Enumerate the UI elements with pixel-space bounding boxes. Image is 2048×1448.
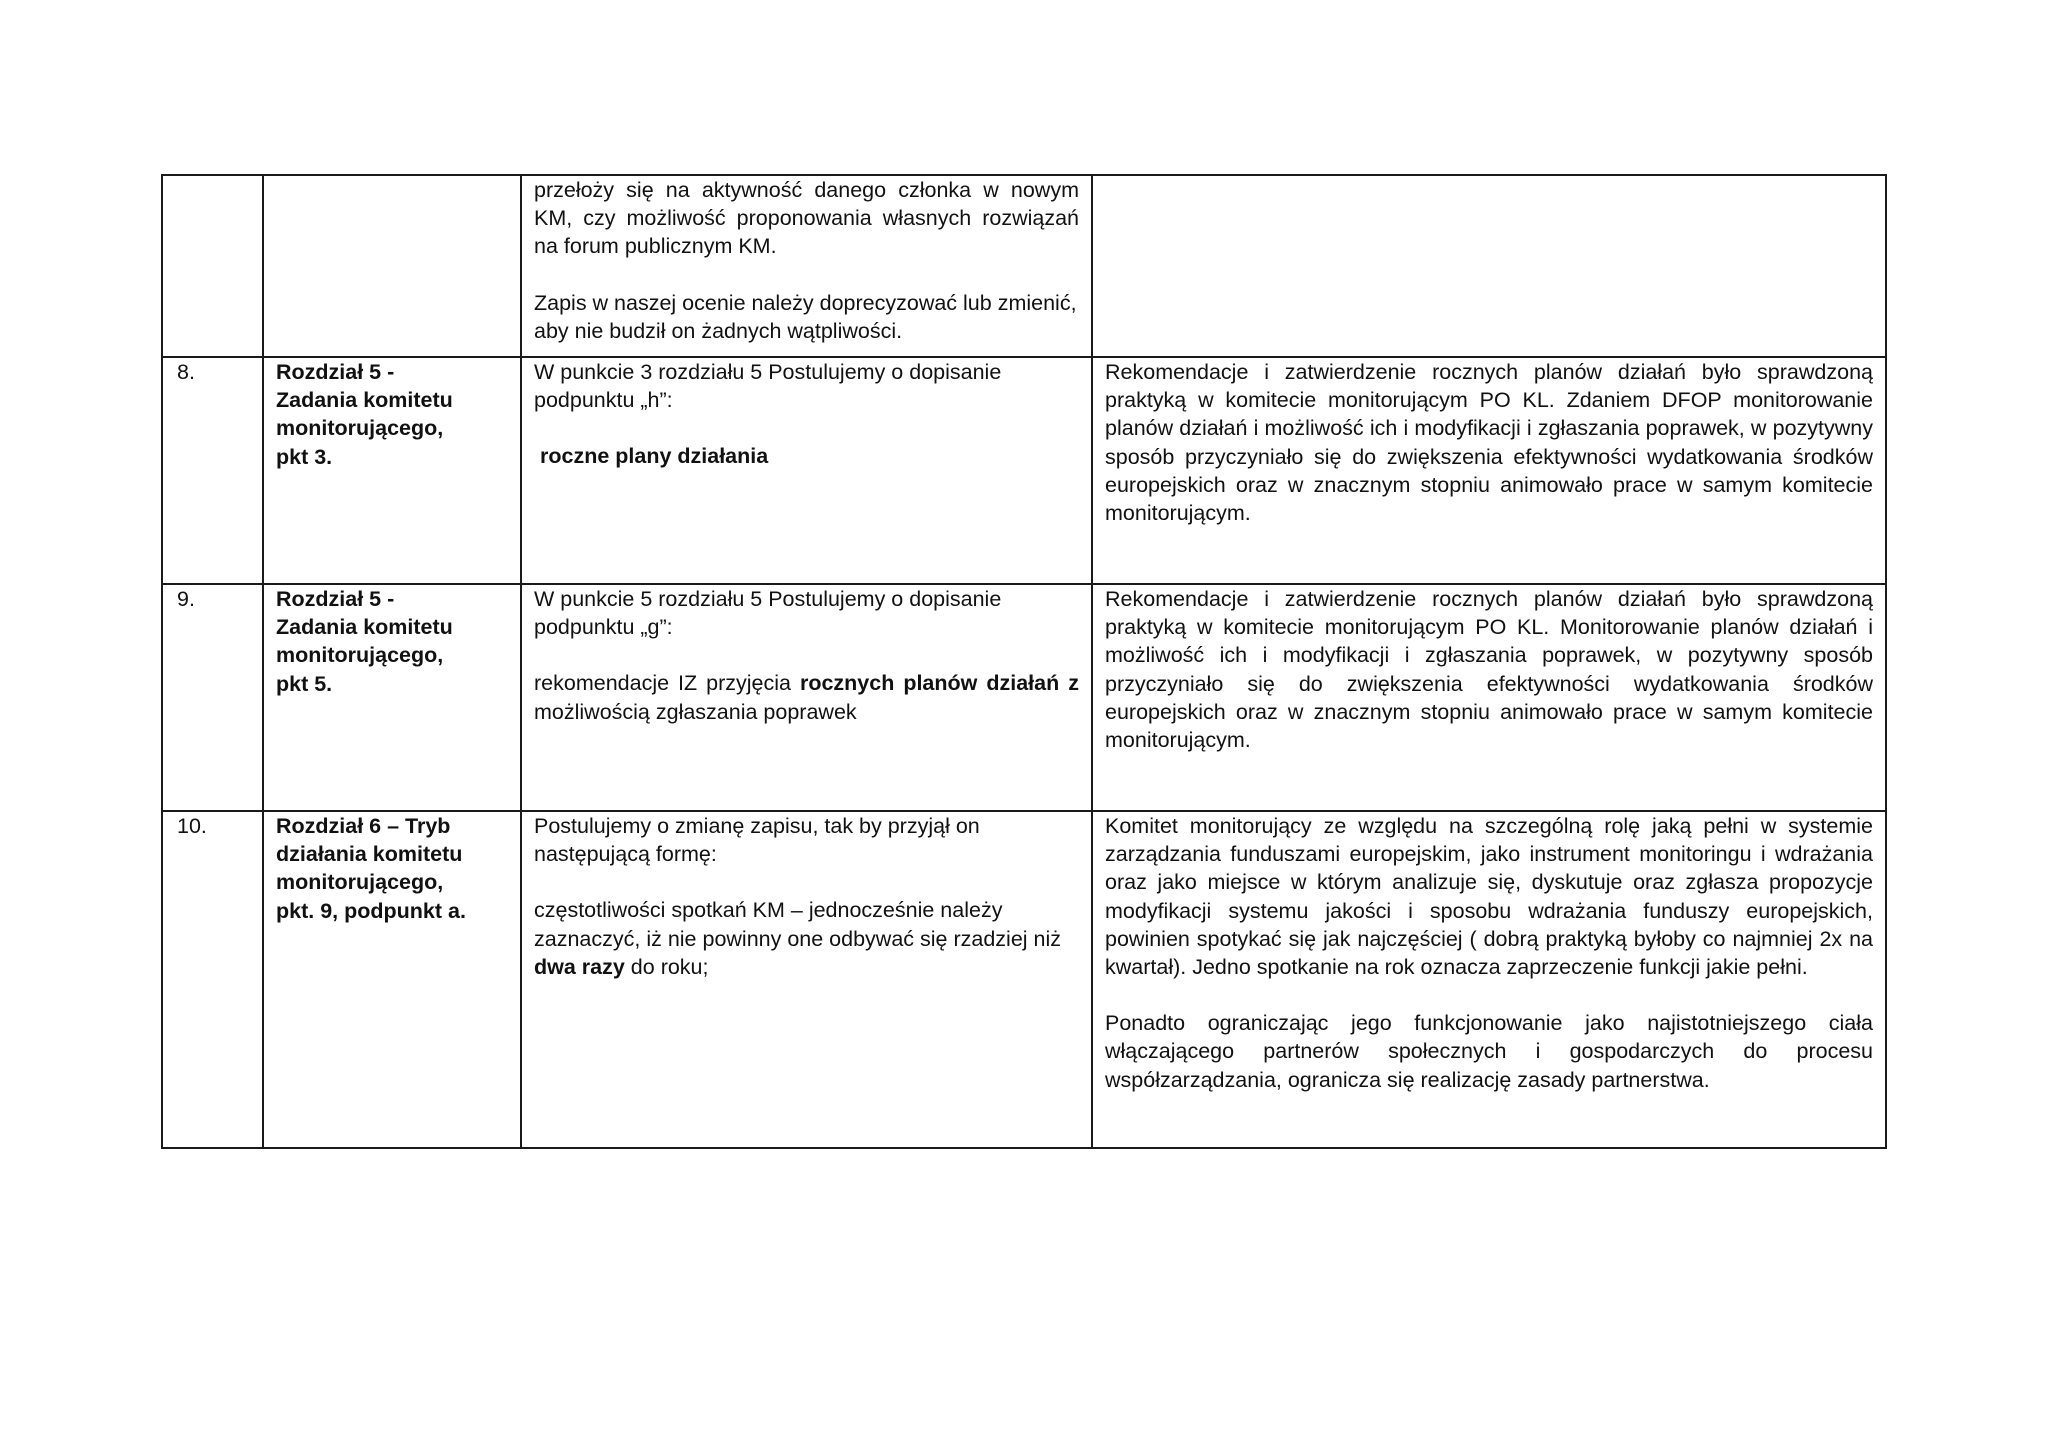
section-line: Rozdział 6 – Tryb xyxy=(276,814,451,838)
proposal-text: Postulujemy o zmianę zapisu, tak by przyjął on następującą formę: xyxy=(534,814,980,867)
proposal-text: W punkcie 3 rozdziału 5 Postulujemy o dopisanie podpunktu „h”: xyxy=(534,360,1002,413)
proposal-text: rekomendacje IZ przyjęcia rocznych planów działań z możliwością zgłaszania poprawek xyxy=(534,671,1079,724)
section-cell xyxy=(263,584,521,811)
section-line: Rozdział 5 - xyxy=(276,360,395,384)
table-row xyxy=(162,811,1886,1148)
proposal-text: częstotliwości spotkań KM – jednocześnie należy zaznaczyć, iż nie powinny one odbywać się rzadziej niż dwa razy do roku; xyxy=(534,898,1062,979)
proposal-cell xyxy=(521,811,1092,1148)
justification-text: Komitet monitorujący ze względu na szczególną rolę jaką pełni w systemie zarządzania funduszami europejskim, jako instrument monitoringu i wdrażania oraz jako miejsce w którym analizuje się, dyskutuje oraz zgłasza propozycje modyfikacji systemu jakości i sposobu wdrażania funduszy europejskich, powinien spotykać się jak najczęściej ( dobrą praktyką byłoby co najmniej 2x na kwartał). Jedno spotkanie na rok oznacza zaprzeczenie funkcji jakie pełni. xyxy=(1105,814,1873,980)
row-number: 9. xyxy=(162,584,263,811)
section-cell xyxy=(263,357,521,584)
proposal-cell xyxy=(521,357,1092,584)
section-line: Zadania komitetu xyxy=(276,615,453,640)
proposal-cell xyxy=(521,584,1092,811)
row-number-cell xyxy=(162,175,263,357)
consultation-table xyxy=(161,174,1887,1149)
section-line: Zadania komitetu xyxy=(276,388,453,413)
justification-cell xyxy=(1092,175,1886,357)
section-line: działania komitetu xyxy=(276,842,463,867)
section-line: pkt. 9, podpunkt a. xyxy=(276,898,466,923)
proposal-bold-text: roczne plany działania xyxy=(540,444,769,469)
proposal-bold-text: rocznych planów działań z xyxy=(799,671,1079,696)
section-line: Rozdział 5 - xyxy=(276,587,395,611)
proposal-bold-text: dwa razy xyxy=(534,954,625,979)
justification-text: Rekomendacje i zatwierdzenie rocznych planów działań było sprawdzoną praktyką w komitecie monitorującym PO KL. Zdaniem DFOP monitorowanie planów działań i możliwość ich i modyfikacji i zgłaszania poprawek, w pozytywny sposób przyczyniało się do zwiększenia efektywności wydatkowania środków europejskich oraz w znacznym stopniu animowało prace w samym komitecie monitorującym. xyxy=(1105,360,1873,526)
justification-text: Rekomendacje i zatwierdzenie rocznych planów działań było sprawdzoną praktyką w komitecie monitorującym PO KL. Monitorowanie planów działań i możliwość ich i modyfikacji i zgłaszania poprawek, w pozytywny sposób przyczyniało się do zwiększenia efektywności wydatkowania środków europejskich oraz w znacznym stopniu animowało prace w samym komitecie monitorującym. xyxy=(1105,587,1873,753)
section-line: monitorującego, xyxy=(276,416,444,441)
row-number: 10. xyxy=(162,811,263,1148)
table-row xyxy=(162,584,1886,811)
proposal-text: przełoży się na aktywność danego członka w nowym KM, czy możliwość proponowania własnych rozwiązań na forum publicznym KM. xyxy=(534,178,1079,259)
justification-cell xyxy=(1092,357,1886,584)
justification-cell xyxy=(1092,811,1886,1148)
proposal-text: Zapis w naszej ocenie należy doprecyzować lub zmienić, aby nie budził on żadnych wątpliwości. xyxy=(534,290,1077,343)
section-cell xyxy=(263,175,521,357)
proposal-cell xyxy=(521,175,1092,357)
section-line: pkt 3. xyxy=(276,444,333,469)
table-row xyxy=(162,357,1886,584)
row-number: 8. xyxy=(162,357,263,584)
section-line: pkt 5. xyxy=(276,671,333,696)
proposal-text: W punkcie 5 rozdziału 5 Postulujemy o dopisanie podpunktu „g”: xyxy=(534,587,1002,640)
justification-text: Ponadto ograniczając jego funkcjonowanie jako najistotniejszego ciała włączającego partnerów społecznych i gospodarczych do procesu współzarządzania, ogranicza się realizację zasady partnerstwa. xyxy=(1105,1011,1873,1092)
section-cell xyxy=(263,811,521,1148)
justification-cell xyxy=(1092,584,1886,811)
section-line: monitorującego, xyxy=(276,643,444,668)
section-line: monitorującego, xyxy=(276,870,444,895)
table-row xyxy=(162,175,1886,357)
